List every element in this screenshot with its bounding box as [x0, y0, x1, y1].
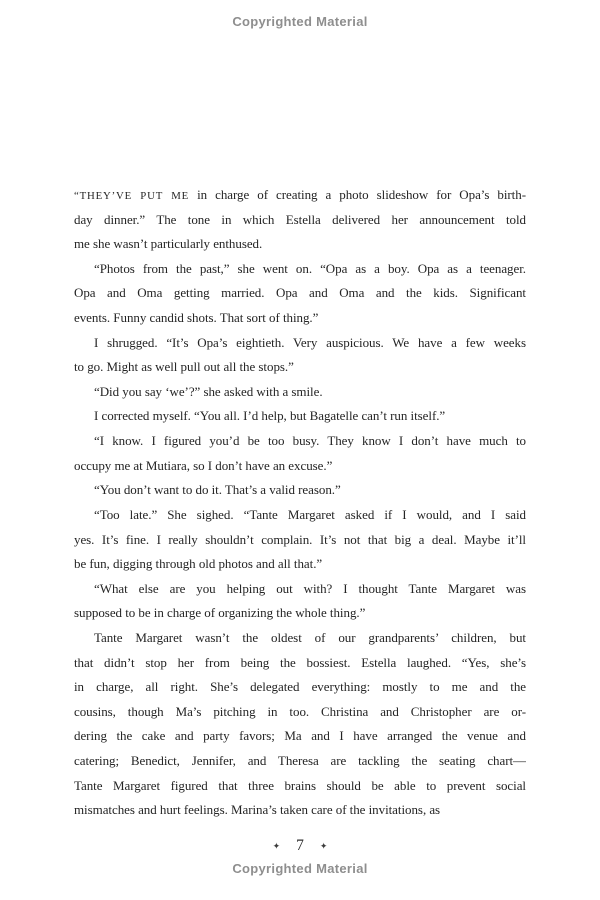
diamond-ornament-right: ✦ — [319, 840, 328, 851]
text-line: “Too late.” She sighed. “Tante Margaret asked if I would, and I said — [94, 506, 526, 522]
text-line: that didn’t stop her from being the bossiest. Estella laughed. “Yes, she’s — [74, 654, 526, 670]
text-line: dering the cake and party favors; Ma and I have arranged the venue and — [74, 728, 526, 744]
text-line: “What else are you helping out with? I thought Tante Margaret was — [94, 580, 526, 596]
text-line: occupy me at Mutiara, so I don’t have an excuse.” — [74, 457, 333, 473]
text-line: in charge, all right. She’s delegated everything: mostly to me and the — [74, 679, 526, 695]
text-line: Opa and Oma getting married. Opa and Oma and the kids. Significant — [74, 285, 526, 301]
text-line: “Photos from the past,” she went on. “Opa as a boy. Opa as a teenager. — [94, 260, 526, 276]
text-line: yes. It’s fine. I really shouldn’t complain. It’s not that big a deal. Maybe it’ll — [74, 531, 526, 547]
text-line: events. Funny candid shots. That sort of thing.” — [74, 310, 319, 326]
copyright-notice-top: Copyrighted Material — [232, 14, 368, 29]
paragraph — [74, 404, 526, 429]
paragraph — [74, 183, 526, 257]
paragraph — [74, 380, 526, 405]
text-line: catering; Benedict, Jennifer, and Theresa are tackling the seating chart— — [74, 753, 526, 769]
paragraph — [74, 478, 526, 503]
text-line: me she wasn’t particularly enthused. — [74, 236, 263, 252]
text-line: cousins, though Ma’s pitching in too. Christina and Christopher are or- — [74, 703, 526, 719]
text-line: “Did you say ‘we’?” she asked with a smile. — [94, 383, 323, 399]
text-line: supposed to be in charge of organizing the whole thing.” — [74, 605, 366, 621]
text-line: “I know. I figured you’d be too busy. They know I don’t have much to — [94, 433, 526, 449]
text-line: I corrected myself. “You all. I’d help, but Bagatelle can’t run itself.” — [94, 408, 446, 424]
copyright-notice-bottom: Copyrighted Material — [232, 861, 368, 876]
paragraph — [74, 577, 526, 626]
text-line: mismatches and hurt feelings. Marina’s taken care of the invitations, as — [74, 802, 441, 818]
paragraph — [74, 257, 526, 331]
text-line: be fun, digging through old photos and all that.” — [74, 556, 323, 572]
text-line: to go. Might as well pull out all the stops.” — [74, 359, 294, 375]
page-number: 7 — [296, 837, 304, 854]
diamond-ornament-left: ✦ — [272, 840, 281, 851]
text-line: Tante Margaret wasn’t the oldest of our grandparents’ children, but — [94, 629, 526, 645]
page-footer — [0, 837, 600, 855]
text-line: “THEY’VE PUT ME in charge of creating a photo slideshow for Opa’s birth- — [74, 187, 526, 202]
text-line: I shrugged. “It’s Opa’s eightieth. Very auspicious. We have a few weeks — [94, 334, 526, 350]
smallcaps-opener: “THEY’VE PUT ME — [74, 190, 190, 202]
text-line: day dinner.” The tone in which Estella delivered her announcement told — [74, 211, 526, 227]
paragraph — [74, 429, 526, 478]
paragraph — [74, 331, 526, 380]
paragraph — [74, 503, 526, 577]
text-line: Tante Margaret figured that three brains should be able to prevent social — [74, 777, 526, 793]
text-line: “You don’t want to do it. That’s a valid reason.” — [94, 482, 341, 498]
page-body — [74, 183, 526, 823]
paragraph — [74, 626, 526, 823]
